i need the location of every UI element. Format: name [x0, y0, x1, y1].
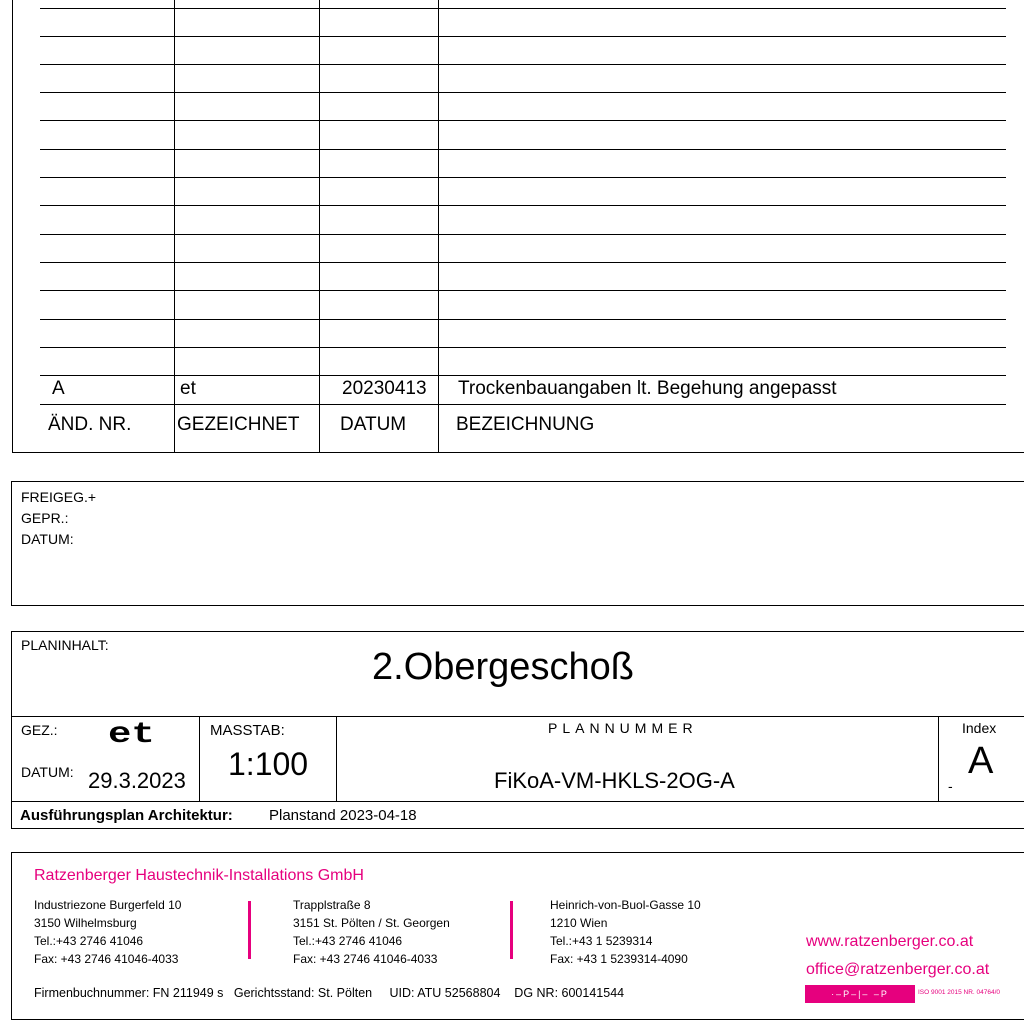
office-address: Trapplstraße 8 — [293, 898, 371, 912]
company-name: Ratzenberger Haustechnik-Installations GmbH — [34, 867, 364, 884]
datum-value: 29.3.2023 — [88, 768, 186, 793]
masstab-value: 1:100 — [228, 746, 309, 782]
office-city: 3150 Wilhelmsburg — [34, 916, 137, 930]
approval-datum-label: DATUM: — [21, 531, 74, 547]
office-city: 3151 St. Pölten / St. Georgen — [293, 916, 450, 930]
planstand-value: Planstand 2023-04-18 — [269, 807, 417, 824]
page-title: 2.Obergeschoß — [372, 646, 634, 688]
revision-gezeichnet: et — [180, 378, 196, 399]
office-tel: Tel.:+43 2746 41046 — [293, 934, 403, 948]
header-bezeichnung: BEZEICHNUNG — [456, 414, 595, 435]
plannummer-label: PLANNUMMER — [548, 720, 698, 736]
office-city: 1210 Wien — [550, 916, 608, 930]
plannummer-value: FiKoA-VM-HKLS-2OG-A — [494, 768, 735, 793]
office-wien — [550, 896, 701, 968]
gepr-label: GEPR.: — [21, 510, 69, 526]
header-gezeichnet: GEZEICHNET — [177, 414, 300, 435]
header-datum: DATUM — [340, 414, 407, 435]
office-fax: Fax: +43 2746 41046-4033 — [293, 952, 438, 966]
iso-badge — [805, 985, 915, 1003]
email-link[interactable]: office@ratzenberger.co.at — [806, 961, 990, 978]
index-label: Index — [962, 720, 997, 736]
gez-value: et — [108, 718, 155, 752]
legal-info: Firmenbuchnummer: FN 211949 s Gerichtsstand: St. Pölten UID: ATU 52568804 DG NR: 600141544 — [34, 986, 625, 1000]
revision-bezeichnung: Trockenbauangaben lt. Begehung angepasst — [458, 378, 837, 399]
office-st-poelten — [293, 896, 450, 968]
index-dash: - — [948, 778, 953, 794]
office-tel: Tel.:+43 2746 41046 — [34, 934, 144, 948]
datum-label: DATUM: — [21, 764, 74, 780]
masstab-label: MASSTAB: — [210, 722, 285, 739]
website-link[interactable]: www.ratzenberger.co.at — [806, 933, 974, 950]
office-fax: Fax: +43 2746 41046-4033 — [34, 952, 179, 966]
revision-aend-nr: A — [52, 378, 65, 399]
ausfuehrungsplan-label: Ausführungsplan Architektur: — [20, 807, 233, 824]
office-fax: Fax: +43 1 5239314-4090 — [550, 952, 688, 966]
planinhalt-label: PLANINHALT: — [21, 637, 109, 653]
office-address: Industriezone Burgerfeld 10 — [34, 898, 182, 912]
header-aend-nr: ÄND. NR. — [48, 414, 132, 435]
revision-datum: 20230413 — [342, 378, 427, 399]
index-value: A — [968, 740, 994, 782]
office-address: Heinrich-von-Buol-Gasse 10 — [550, 898, 701, 912]
pink-divider — [510, 901, 513, 959]
approval-box — [11, 481, 1024, 606]
certification-logo-icon: ·‒P‒|‒ ‒P — [831, 989, 889, 999]
iso-number: ISO 9001 2015 NR. 04764/0 — [918, 989, 1001, 996]
company-box — [11, 852, 1024, 1020]
office-wilhelmsburg — [34, 896, 181, 968]
pink-divider — [248, 901, 251, 959]
gez-label: GEZ.: — [21, 722, 58, 738]
office-tel: Tel.:+43 1 5239314 — [550, 934, 653, 948]
freigeg-label: FREIGEG.+ — [21, 489, 97, 505]
plan-box — [11, 631, 1024, 829]
